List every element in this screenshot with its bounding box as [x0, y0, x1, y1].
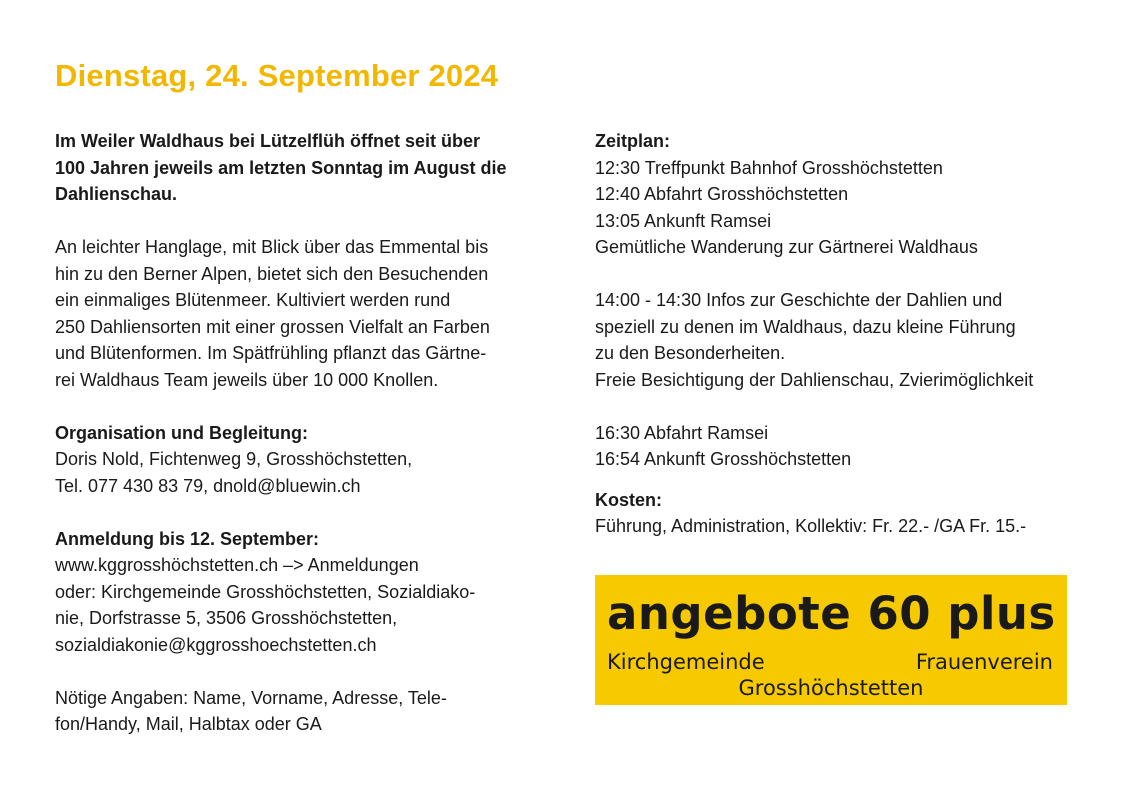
- required-info-line: fon/Handy, Mail, Halbtax oder GA: [55, 714, 322, 734]
- left-column: [55, 128, 555, 738]
- organisation-line: Tel. 077 430 83 79, dnold@bluewin.ch: [55, 475, 361, 496]
- description-line: ein einmaliges Blütenmeer. Kultiviert werden rund: [55, 290, 451, 310]
- schedule-item: 16:54 Ankunft Grosshöchstetten: [595, 449, 852, 469]
- schedule-item: 14:00 - 14:30 Infos zur Geschichte der Dahlien und: [595, 290, 1003, 310]
- description-line: 250 Dahliensorten mit einer grossen Vielfalt an Farben: [55, 316, 490, 337]
- right-column: [595, 128, 1105, 540]
- description-line: rei Waldhaus Team jeweils über 10 000 Knollen.: [55, 369, 439, 390]
- schedule-heading: Zeitplan:: [595, 131, 670, 151]
- schedule-item: Gemütliche Wanderung zur Gärtnerei Waldhaus: [595, 237, 978, 257]
- page-title: Dienstag, 24. September 2024: [55, 58, 499, 93]
- intro-line: Dahlienschau.: [55, 184, 178, 204]
- logo-grosshoechstetten: Grosshöchstetten: [738, 676, 924, 700]
- intro-line: 100 Jahren jeweils am letzten Sonntag im August die: [55, 157, 507, 178]
- registration-heading: Anmeldung bis 12. September:: [55, 528, 320, 549]
- description-line: An leichter Hanglage, mit Blick über das Emmental bis: [55, 237, 489, 257]
- registration-line: oder: Kirchgemeinde Grosshöchstetten, Sozialdiako-: [55, 581, 476, 602]
- logo-frauenverein: Frauenverein: [915, 650, 1053, 674]
- costs-section: [595, 487, 1105, 540]
- intro-paragraph: [55, 128, 555, 208]
- registration-line: sozialdiakonie@kggrosshoechstetten.ch: [55, 634, 377, 655]
- intro-line: Im Weiler Waldhaus bei Lützelflüh öffnet seit über: [55, 131, 481, 151]
- organisation-heading: Organisation und Begleitung:: [55, 422, 308, 443]
- costs-text: Führung, Administration, Kollektiv: Fr. 22.- /GA Fr. 15.-: [595, 516, 1027, 536]
- angebote-60-plus-logo: [595, 575, 1067, 705]
- organisation-section: [55, 420, 555, 500]
- schedule-item: zu den Besonderheiten.: [595, 343, 786, 363]
- required-info-paragraph: [55, 685, 555, 738]
- organisation-line: Doris Nold, Fichtenweg 9, Grosshöchstetten,: [55, 449, 413, 469]
- registration-section: [55, 526, 555, 659]
- schedule-item: 16:30 Abfahrt Ramsei: [595, 422, 769, 443]
- logo-kirchgemeinde: Kirchgemeinde: [607, 650, 765, 674]
- schedule-block: [595, 420, 1105, 473]
- description-paragraph: [55, 234, 555, 393]
- logo-main-text: angebote 60 plus: [607, 587, 1056, 640]
- schedule-block: [595, 287, 1105, 393]
- description-line: hin zu den Berner Alpen, bietet sich den Besuchenden: [55, 263, 489, 284]
- schedule-item: speziell zu denen im Waldhaus, dazu kleine Führung: [595, 316, 1016, 337]
- description-line: und Blütenformen. Im Spätfrühling pflanzt das Gärtne-: [55, 343, 487, 363]
- schedule-item: Freie Besichtigung der Dahlienschau, Zvierimöglichkeit: [595, 369, 1034, 390]
- schedule-item: 13:05 Ankunft Ramsei: [595, 210, 772, 231]
- costs-heading: Kosten:: [595, 489, 662, 510]
- required-info-line: Nötige Angaben: Name, Vorname, Adresse, Tele-: [55, 687, 447, 708]
- registration-line: www.kggrosshöchstetten.ch –> Anmeldungen: [55, 555, 419, 575]
- schedule-item: 12:40 Abfahrt Grosshöchstetten: [595, 184, 849, 204]
- schedule-section: [595, 128, 1105, 261]
- schedule-item: 12:30 Treffpunkt Bahnhof Grosshöchstetten: [595, 157, 943, 178]
- registration-line: nie, Dorfstrasse 5, 3506 Grosshöchstetten,: [55, 608, 398, 628]
